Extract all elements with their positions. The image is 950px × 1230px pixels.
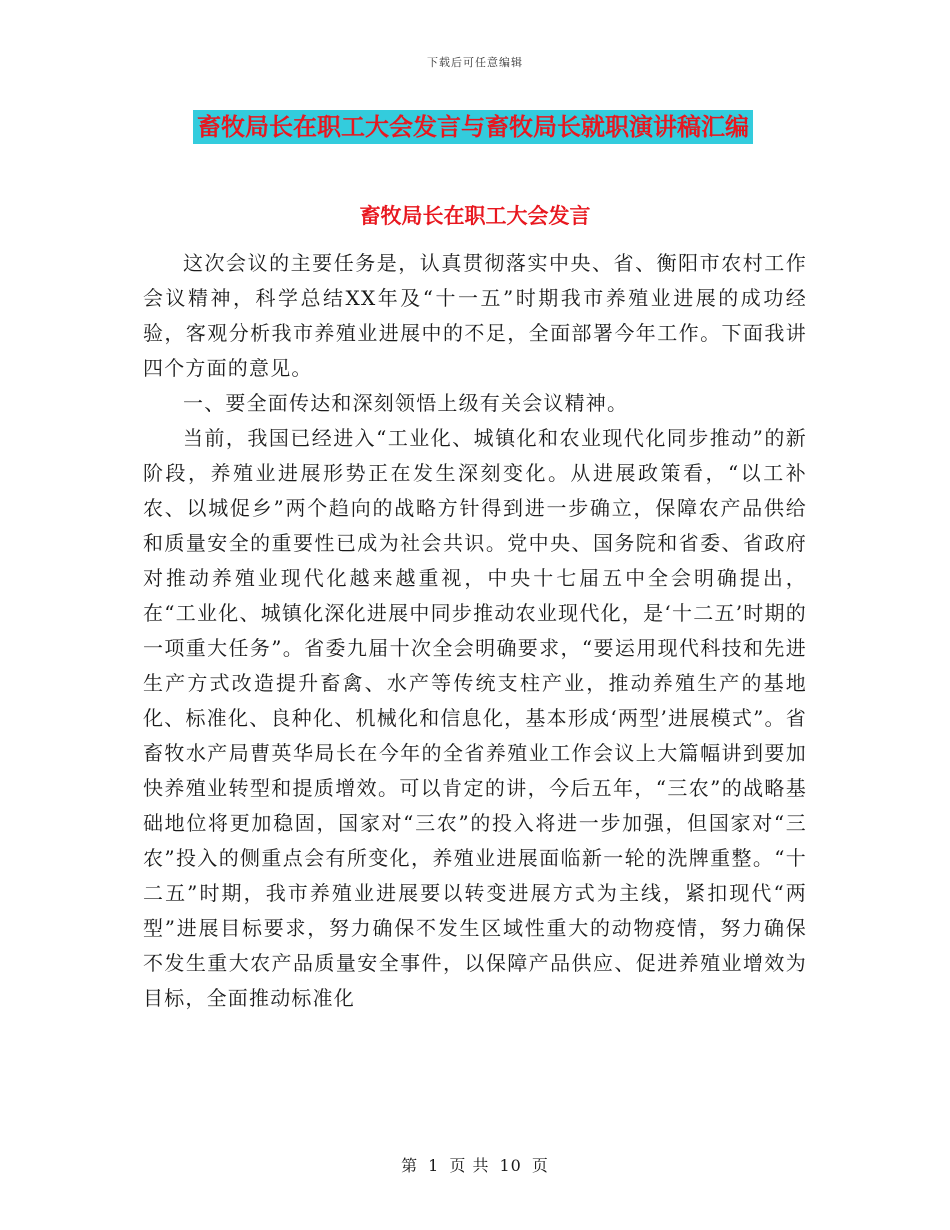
footer-total-pages: 10 <box>499 1156 522 1175</box>
page-footer <box>0 1153 950 1176</box>
body-paragraph: 这次会议的主要任务是，认真贯彻落实中央、省、衡阳市农村工作会议精神，科学总结XX年及“十一五”时期我市养殖业进展的成功经验，客观分析我市养殖业进展中的不足，全面部署今年工作。下面我讲四个方面的意见。 <box>143 251 807 380</box>
body-paragraph: 一、要全面传达和深刻领悟上级有关会议精神。 <box>183 391 629 415</box>
footer-suffix: 页 <box>531 1156 549 1175</box>
document-title: 畜牧局长在职工大会发言与畜牧局长就职演讲稿汇编 <box>193 110 753 144</box>
body-paragraph: 当前，我国已经进入“工业化、城镇化和农业现代化同步推动”的新阶段，养殖业进展形势正在发生深刻变化。从进展政策看，“以工补农、以城促乡”两个趋向的战略方针得到进一步确立，保障农产品供给和质量安全的重要性已成为社会共识。党中央、国务院和省委、省政府对推动养殖业现代化越来越重视，中央十七届五中全会明确提出，在“工业化、城镇化深化进展中同步推动农业现代化，是‘十二五’时期的一项重大任务”。省委九届十次全会明确要求，“要运用现代科技和先进生产方式改造提升畜禽、水产等传统支柱产业，推动养殖生产的基地化、标准化、良种化、机械化和信息化，基本形成‘两型’进展模式”。省畜牧水产局曹英华局长在今年的全省养殖业工作会议上大篇幅讲到要加快养殖业转型和提质增效。可以肯定的讲，今后五年，“三农”的战略基础地位将更加稳固，国家对“三农”的投入将进一步加强，但国家对“三农”投入的侧重点会有所变化，养殖业进展面临新一轮的洗牌重整。“十二五”时期，我市养殖业进展要以转变进展方式为主线，紧扣现代“两型”进展目标要求，努力确保不发生区域性重大的动物疫情，努力确保不发生重大农产品质量安全事件，以保障产品供应、促进养殖业增效为目标，全面推动标准化 <box>143 426 807 1010</box>
footer-page-number: 1 <box>428 1156 440 1175</box>
section-title: 畜牧局长在职工大会发言 <box>359 204 591 228</box>
page-header-note: 下载后可任意编辑 <box>427 56 523 69</box>
footer-prefix: 第 <box>401 1156 419 1175</box>
footer-middle: 页 共 <box>449 1156 490 1175</box>
document-body <box>143 246 807 1016</box>
